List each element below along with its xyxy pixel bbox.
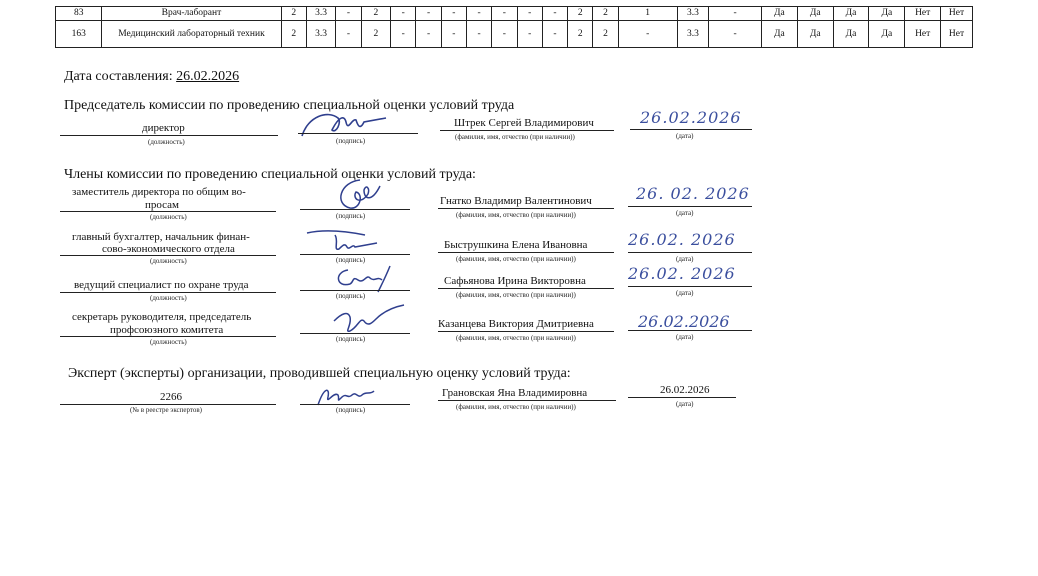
chairman-date: 26.02.2026: [640, 108, 742, 127]
members-heading: Члены комиссии по проведению специальной оценки условий труда:: [64, 167, 476, 182]
table-cell: 83: [56, 7, 102, 21]
table-cell: Врач-лаборант: [102, 7, 281, 21]
underline: [60, 336, 276, 337]
caption-signature: (подпись): [336, 292, 366, 300]
compiled-date: 26.02.2026: [176, 69, 240, 84]
table-cell: 163: [56, 21, 102, 48]
underline: [300, 209, 410, 210]
member-position: секретарь руководителя, председатель: [72, 311, 252, 323]
table-cell: -: [441, 7, 466, 21]
compiled-date-row: [64, 69, 239, 85]
table-cell: Да: [833, 21, 869, 48]
underline: [438, 252, 614, 253]
table-cell: -: [517, 21, 542, 48]
table-row: [56, 7, 973, 21]
table-cell: -: [336, 7, 361, 21]
underline: [440, 130, 614, 131]
member-position: профсоюзного комитета: [110, 324, 224, 336]
chairman-position: директор: [142, 122, 185, 134]
caption-position: (должность): [150, 213, 187, 221]
caption-fio: (фамилия, имя, отчество (при наличии)): [455, 133, 575, 141]
underline: [60, 211, 276, 212]
compiled-label: Дата составления:: [64, 69, 173, 84]
table-cell: -: [441, 21, 466, 48]
underline: [300, 404, 410, 405]
member-name: Быструшкина Елена Ивановна: [444, 239, 588, 251]
caption-date: (дата): [676, 255, 694, 263]
member-date: 26.02. 2026: [628, 230, 736, 249]
underline: [628, 330, 752, 331]
table-cell: -: [517, 7, 542, 21]
caption-signature: (подпись): [336, 335, 366, 343]
signature: [328, 303, 408, 337]
underline: [628, 206, 752, 207]
caption-fio: (фамилия, имя, отчество (при наличии)): [456, 291, 576, 299]
table-cell: Да: [797, 7, 833, 21]
results-table: [55, 6, 973, 48]
caption-signature: (подпись): [336, 212, 366, 220]
member-position: заместитель директора по общим во-: [72, 186, 246, 198]
table-cell: -: [492, 21, 517, 48]
caption-position: (должность): [150, 294, 187, 302]
underline: [300, 333, 410, 334]
caption-date: (дата): [676, 333, 694, 341]
chairman-heading: Председатель комиссии по проведению специальной оценки условий труда: [64, 98, 515, 113]
caption-position: (должность): [150, 257, 187, 265]
caption-fio: (фамилия, имя, отчество (при наличии)): [456, 403, 576, 411]
caption-position: (должность): [150, 338, 187, 346]
table-cell: -: [466, 7, 491, 21]
underline: [628, 252, 752, 253]
table-cell: Да: [797, 21, 833, 48]
table-cell: 1: [618, 7, 677, 21]
caption-fio: (фамилия, имя, отчество (при наличии)): [456, 211, 576, 219]
underline: [300, 290, 410, 291]
caption-registry: (№ в реестре экспертов): [130, 406, 203, 414]
caption-fio: (фамилия, имя, отчество (при наличии)): [456, 255, 576, 263]
underline: [438, 208, 614, 209]
table-cell: Нет: [905, 7, 941, 21]
table-cell: Да: [869, 21, 905, 48]
table-cell: 2: [593, 21, 618, 48]
member-name: Сафьянова Ирина Викторовна: [444, 275, 586, 287]
table-cell: -: [709, 21, 762, 48]
caption-signature: (подпись): [336, 406, 366, 414]
caption-signature: (подпись): [336, 137, 366, 145]
table-cell: Да: [833, 7, 869, 21]
table-cell: 2: [568, 21, 593, 48]
member-position: сово-экономического отдела: [102, 243, 235, 255]
caption-position: (должность): [148, 138, 185, 146]
table-cell: Да: [761, 21, 797, 48]
table-cell: 3.3: [306, 21, 336, 48]
signature: [330, 176, 390, 216]
table-cell: -: [492, 7, 517, 21]
table-cell: 3.3: [306, 7, 336, 21]
member-date: 26.02. 2026: [628, 264, 736, 283]
underline: [438, 331, 614, 332]
table-cell: -: [618, 21, 677, 48]
underline: [628, 286, 752, 287]
table-cell: 3.3: [677, 7, 709, 21]
table-cell: -: [336, 21, 361, 48]
expert-registry-no: 2266: [160, 391, 182, 403]
expert-name: Грановская Яна Владимировна: [442, 387, 588, 399]
table-cell: Нет: [941, 7, 973, 21]
member-date: 26.02.2026: [638, 312, 730, 331]
table-cell: -: [542, 7, 567, 21]
table-cell: 2: [361, 7, 391, 21]
expert-date: 26.02.2026: [660, 384, 710, 396]
expert-heading: Эксперт (эксперты) организации, проводившей специальную оценку условий труда:: [68, 366, 571, 381]
signature: [305, 225, 385, 257]
caption-date: (дата): [676, 209, 694, 217]
table-cell: -: [416, 7, 441, 21]
underline: [60, 404, 276, 405]
table-row: [56, 21, 973, 48]
table-cell: Да: [869, 7, 905, 21]
chairman-name: Штрек Сергей Владимирович: [454, 117, 594, 129]
table-cell: 2: [281, 21, 306, 48]
caption-date: (дата): [676, 289, 694, 297]
table-cell: -: [466, 21, 491, 48]
underline: [300, 254, 410, 255]
table-cell: 2: [593, 7, 618, 21]
table-cell: Медицинский лабораторный техник: [102, 21, 281, 48]
member-position: просам: [145, 199, 180, 211]
underline: [438, 288, 614, 289]
caption-date: (дата): [676, 400, 694, 408]
underline: [628, 397, 736, 398]
table-cell: 2: [568, 7, 593, 21]
table-cell: 2: [281, 7, 306, 21]
underline: [298, 133, 418, 134]
table-cell: -: [391, 7, 416, 21]
table-cell: Да: [761, 7, 797, 21]
underline: [630, 129, 752, 130]
caption-signature: (подпись): [336, 256, 366, 264]
underline: [60, 255, 276, 256]
underline: [438, 400, 616, 401]
table-cell: 3.3: [677, 21, 709, 48]
caption-date: (дата): [676, 132, 694, 140]
member-date: 26. 02. 2026: [636, 184, 750, 203]
member-name: Казанцева Виктория Дмитриевна: [438, 318, 594, 330]
table-cell: 2: [361, 21, 391, 48]
table-cell: Нет: [905, 21, 941, 48]
table-cell: -: [416, 21, 441, 48]
table-cell: -: [391, 21, 416, 48]
table-cell: -: [709, 7, 762, 21]
member-name: Гнатко Владимир Валентинович: [440, 195, 592, 207]
member-position: главный бухгалтер, начальник финан-: [72, 231, 250, 243]
member-position: ведущий специалист по охране труда: [74, 279, 249, 291]
table-cell: Нет: [941, 21, 973, 48]
underline: [60, 292, 276, 293]
underline: [60, 135, 278, 136]
caption-fio: (фамилия, имя, отчество (при наличии)): [456, 334, 576, 342]
table-cell: -: [542, 21, 567, 48]
